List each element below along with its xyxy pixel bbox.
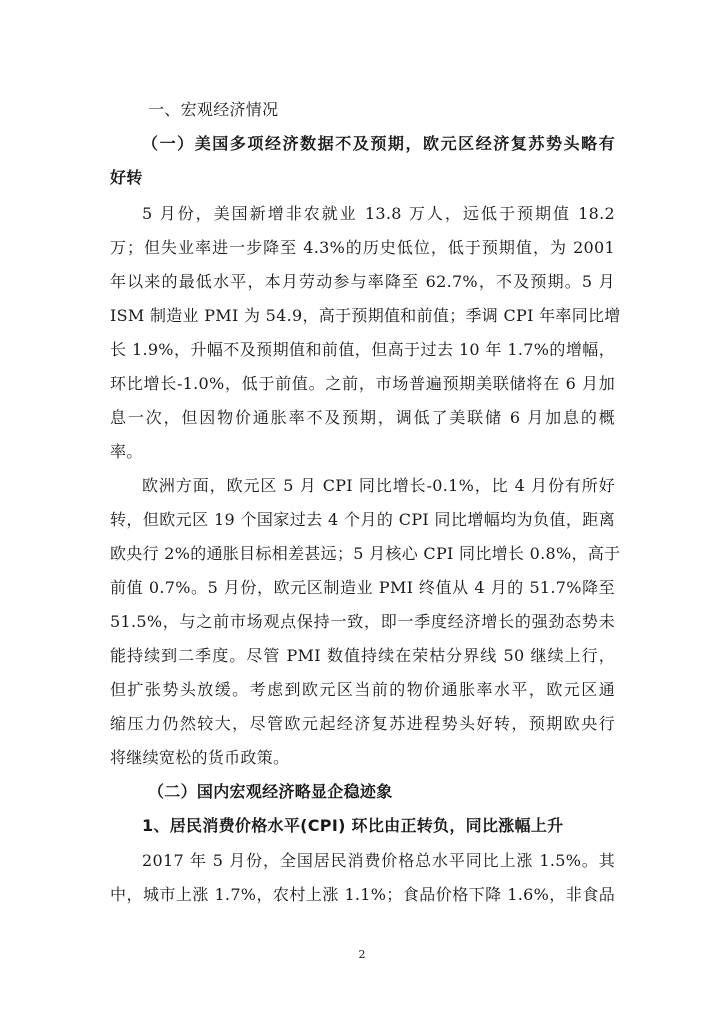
text-line: 前值 0.7%。5 月份，欧元区制造业 PMI 终值从 4 月的 51.7%降至 (110, 578, 615, 597)
subsection-1-title-line-2: 好转 (110, 168, 143, 187)
text-line: 51.5%，与之前市场观点保持一致，即一季度经济增长的强劲态势未 (110, 612, 615, 631)
text-line: 但扩张势头放缓。考虑到欧元区当前的物价通胀率水平，欧元区通 (110, 680, 615, 699)
text-line: 中，城市上涨 1.7%，农村上涨 1.1%；食品价格下降 1.6%，非食品 (110, 885, 615, 904)
text-line: 2017 年 5 月份，全国居民消费价格总水平同比上涨 1.5%。其 (142, 851, 615, 870)
subsection-3-title: 1、居民消费价格水平(CPI) 环比由正转负，同比涨幅上升 (142, 816, 564, 835)
text-line: 万；但失业率进一步降至 4.3%的历史低位，低于预期值，为 2001 (110, 238, 615, 257)
subsection-1-title-line-1: （一）美国多项经济数据不及预期，欧元区经济复苏势头略有 (142, 134, 615, 153)
text-line: 缩压力仍然较大，尽管欧元起经济复苏进程势头好转，预期欧央行 (110, 714, 615, 733)
subsection-2-title: （二）国内宏观经济略显企稳迹象 (148, 782, 393, 801)
text-line: 将继续宽松的货币政策。 (110, 748, 290, 767)
text-line: 息一次，但因物价通胀率不及预期，调低了美联储 6 月加息的概 (110, 408, 615, 427)
text-line: 长 1.9%，升幅不及预期值和前值，但高于过去 10 年 1.7%的增幅， (110, 340, 615, 359)
section-title: 一、宏观经济情况 (148, 100, 279, 119)
text-line: 环比增长-1.0%，低于前值。之前，市场普遍预期美联储将在 6 月加 (110, 374, 615, 393)
text-line: 率。 (110, 442, 143, 461)
text-line: 5 月份，美国新增非农就业 13.8 万人，远低于预期值 18.2 (142, 204, 615, 223)
text-line: 转，但欧元区 19 个国家过去 4 个月的 CPI 同比增幅均为负值，距离 (110, 510, 615, 529)
page-number: 2 (358, 948, 366, 961)
text-line: ISM 制造业 PMI 为 54.9，高于预期值和前值；季调 CPI 年率同比增 (110, 306, 621, 325)
text-line: 欧洲方面，欧元区 5 月 CPI 同比增长-0.1%，比 4 月份有所好 (142, 476, 615, 495)
text-line: 能持续到二季度。尽管 PMI 数值持续在荣枯分界线 50 继续上行， (110, 646, 615, 665)
text-line: 年以来的最低水平，本月劳动参与率降至 62.7%，不及预期。5 月 (110, 272, 615, 291)
text-line: 欧央行 2%的通胀目标相差甚远；5 月核心 CPI 同比增长 0.8%，高于 (110, 544, 621, 563)
